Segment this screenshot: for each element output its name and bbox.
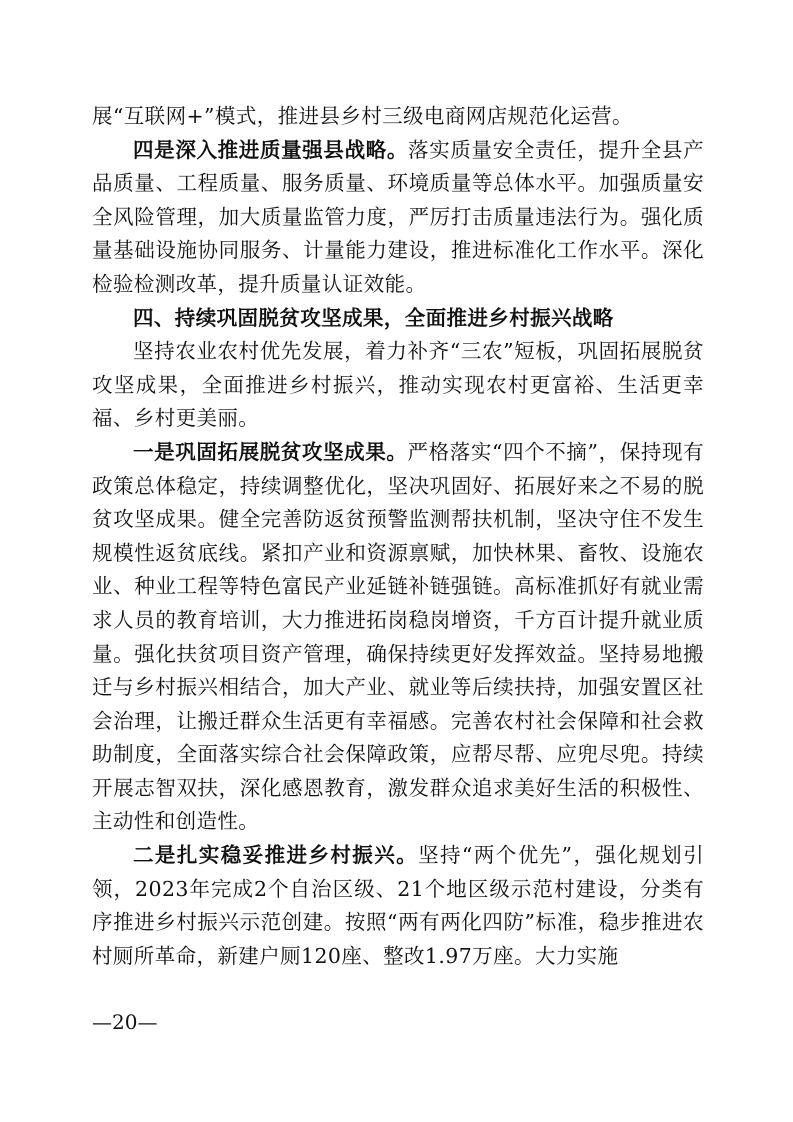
- paragraph-poverty-results: [92, 436, 704, 839]
- section-heading: 四、持续巩固脱贫攻坚成果，全面推进乡村振兴战略: [133, 305, 614, 330]
- page-number: —20—: [92, 1010, 158, 1034]
- paragraph-text: 严格落实“四个不摘”，保持现有政策总体稳定，持续调整优化，坚决巩固好、拓展好来之不易的脱贫攻坚成果。健全完善防返贫预警监测帮扶机制，坚决守住不发生规模性返贫底线。紧扣产业和资源禀赋，加快林果、畜牧、设施农业、种业工程等特色富民产业延链补链强链。高标准抓好有就业需求人员的教育培训，大力推进拓岗稳岗增资，千方百计提升就业质量。强化扶贫项目资产管理，确保持续更好发挥效益。坚持易地搬迁与乡村振兴相结合，加大产业、就业等后续扶持，加强安置区社会治理，让搬迁群众生活更有幸福感。完善农村社会保障和社会救助制度，全面落实综合社会保障政策，应帮尽帮、应兜尽兜。持续开展志智双扶，深化感恩教育，激发群众追求美好生活的积极性、主动性和创造性。: [92, 439, 704, 834]
- paragraph-lead: 二是扎实稳妥推进乡村振兴。: [133, 843, 419, 868]
- paragraph-text: 落实质量安全责任，提升全县产品质量、工程质量、服务质量、环境质量等总体水平。加强质量安全风险管理，加大质量监管力度，严厉打击质量违法行为。强化质量基础设施协同服务、计量能力建设，推进标准化工作水平。深化检验检测改革，提升质量认证效能。: [92, 137, 704, 296]
- paragraph-lead: 四是深入推进质量强县战略。: [133, 137, 409, 162]
- document-body: [92, 100, 704, 973]
- paragraph-continued: [92, 100, 704, 134]
- paragraph-rural-revitalization: [92, 839, 704, 973]
- paragraph-quality-strategy: [92, 134, 704, 302]
- paragraph-intro: [92, 335, 704, 436]
- paragraph-text: 坚持农业农村优先发展，着力补齐“三农”短板，巩固拓展脱贫攻坚成果，全面推进乡村振兴，推动实现农村更富裕、生活更幸福、乡村更美丽。: [92, 339, 704, 431]
- paragraph-lead: 一是巩固拓展脱贫攻坚成果。: [133, 439, 408, 464]
- paragraph-text: 展“互联网+”模式，推进县乡村三级电商网店规范化运营。: [92, 104, 633, 128]
- paragraph-text: 坚持“两个优先”，强化规划引领，2023年完成2个自治区级、21个地区级示范村建设，分类有序推进乡村振兴示范创建。按照“两有两化四防”标准，稳步推进农村厕所革命，新建户厕120座、整改1.97万座。大力实施: [92, 843, 705, 968]
